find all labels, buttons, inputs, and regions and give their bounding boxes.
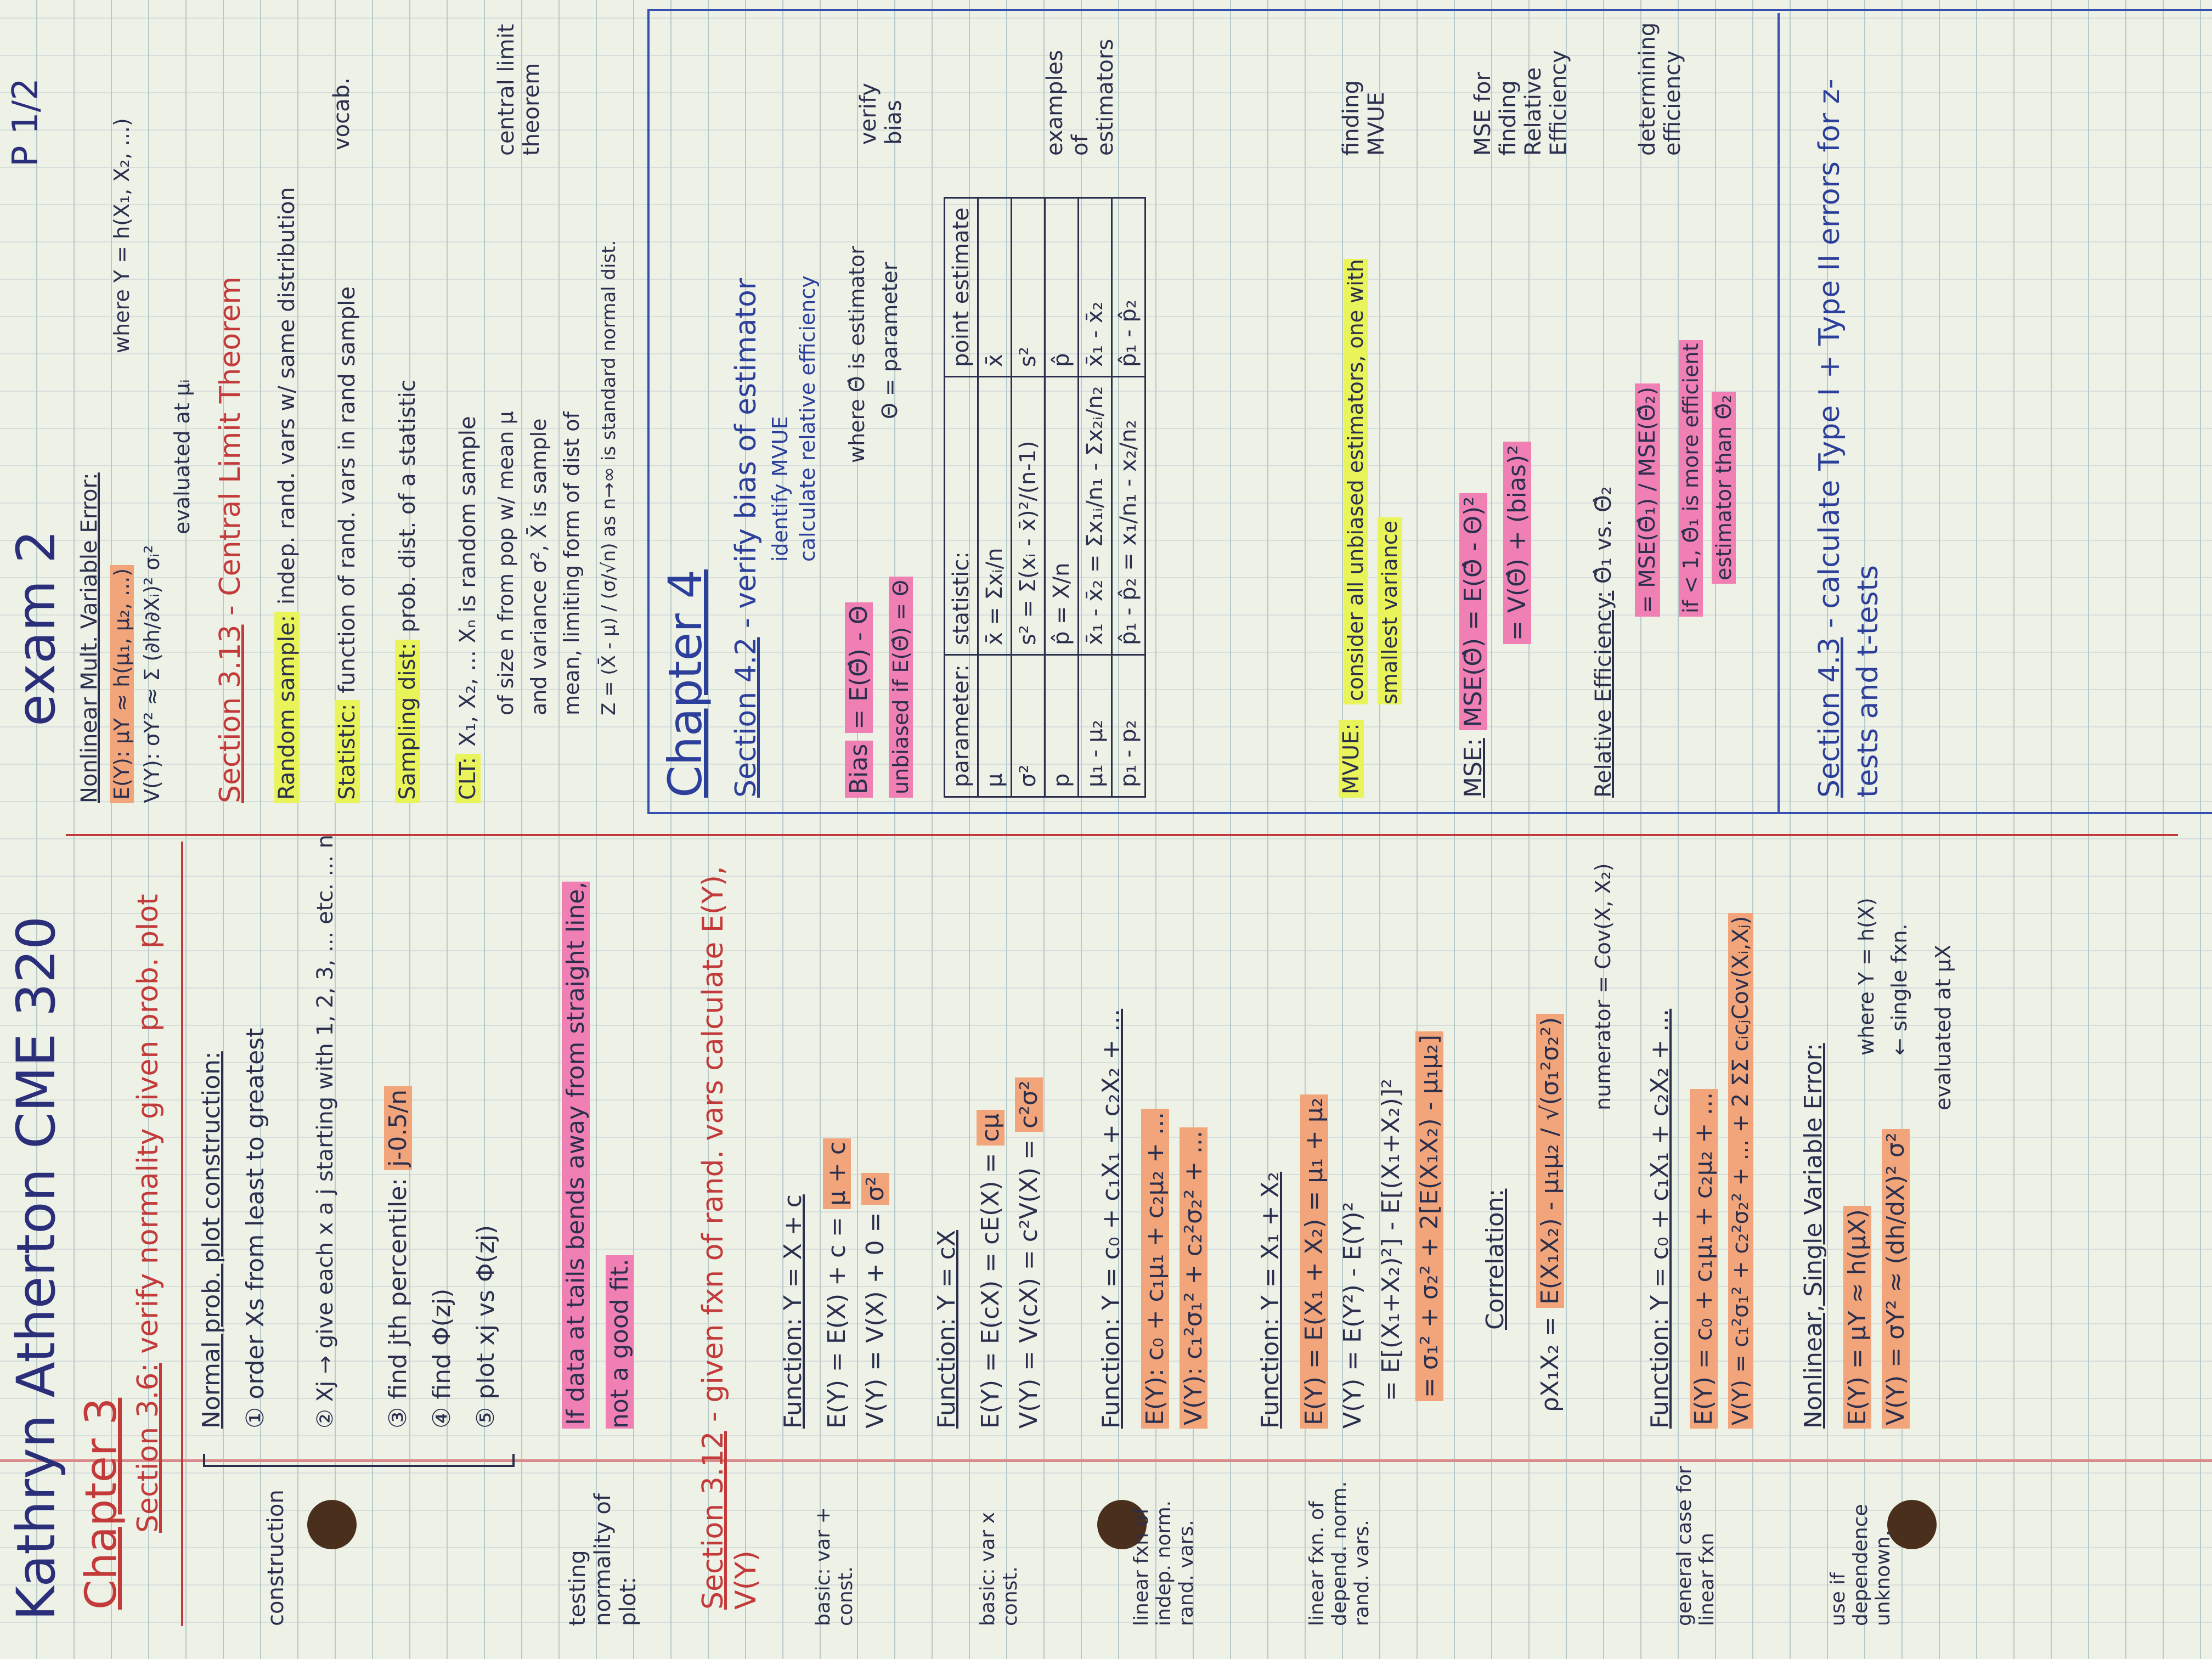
nonlinear-evaluated-note: evaluated at μX bbox=[1931, 944, 1955, 1110]
npp-step-1: ① order Xs from least to greatest bbox=[241, 1028, 269, 1429]
correlation-rho: ρX₁X₂ = bbox=[1536, 1316, 1564, 1412]
fn4-variance-3 bbox=[1415, 1031, 1443, 1401]
general-case-label: general case for linear fxn bbox=[1673, 1466, 1718, 1626]
table-cell: p bbox=[1045, 655, 1079, 797]
mse-term: MSE: bbox=[1459, 738, 1487, 798]
determining-side-label: determining efficiency bbox=[1635, 22, 1685, 156]
table-cell: p₁ - p₂ bbox=[1112, 655, 1146, 797]
npp-step-5: ⑤ plot xj vs Φ(zj) bbox=[472, 1224, 500, 1429]
mvue-def bbox=[1339, 222, 1407, 704]
linear-indep-label: linear fxn of indep. norm. rand. vars. bbox=[1130, 1500, 1198, 1626]
table-cell: μ₁ - μ₂ bbox=[1079, 655, 1112, 797]
unbiased-line bbox=[889, 577, 913, 798]
table-cell: μ bbox=[978, 655, 1012, 797]
fn4-variance-1: V(Y) = E(Y²) - E(Y)² bbox=[1339, 1201, 1367, 1429]
author-name: Kathryn Atherton bbox=[5, 1168, 67, 1621]
mvue-line bbox=[1339, 720, 1364, 798]
bias-formula: = E(Θ̂) - Θ bbox=[845, 602, 873, 733]
clt-line-1: X₁, X₂, ... Xₙ is random sample bbox=[455, 416, 481, 747]
table-row bbox=[1112, 198, 1146, 797]
fn5-v: V(Y) = c₁²σ₁² + c₂²σ₂² + ... + 2 ΣΣ cᵢcⱼCov(Xᵢ,Xⱼ) bbox=[1728, 913, 1753, 1429]
table-header-cell: point estimate bbox=[945, 198, 978, 377]
fn3-variance bbox=[1180, 1127, 1207, 1429]
nonlinear-single-fxn-note: ← single fxn. bbox=[1887, 923, 1911, 1056]
section-4-3-text: - calculate Type I + Type II errors for z-tests and t-tests bbox=[1813, 78, 1884, 798]
fn2-e-text: E(Y) = E(cX) = cE(X) = bbox=[977, 1153, 1005, 1429]
table-cell: s² = Σ(xᵢ - x̄)²/(n-1) bbox=[1012, 376, 1045, 654]
clt-line-5: Z = (X̄ - μ) / (σ/√n) as n→∞ is standard normal dist. bbox=[598, 240, 620, 715]
nonlinear-multi-v: V(Y): σY² ≈ Σ (∂h/∂Xᵢ)² σᵢ² bbox=[140, 545, 164, 803]
relative-efficiency-term: Relative Efficiency: bbox=[1591, 590, 1616, 798]
nonlinear-multi-note: evaluated at μᵢ bbox=[170, 379, 194, 534]
fn2-e-result: cμ bbox=[977, 1110, 1005, 1145]
table-cell: p̂ = X/n bbox=[1045, 376, 1079, 654]
statistic-line bbox=[335, 286, 360, 803]
nonlinear-single-title: Nonlinear, Single Variable Error: bbox=[1799, 1043, 1827, 1429]
correlation-formula bbox=[1536, 1014, 1564, 1308]
basic-var-times-const-label: basic: var x const. bbox=[977, 1512, 1022, 1626]
chapter-3-heading: Chapter 3 bbox=[77, 1397, 126, 1610]
section-3-12-text: - given fxn of rand. vars calculate E(Y), V(Y) bbox=[697, 866, 763, 1610]
verify-bias-side-label: verify bias bbox=[856, 83, 906, 145]
table-row bbox=[1079, 198, 1112, 797]
sampling-dist-line bbox=[395, 380, 420, 803]
nonlinear-single-v bbox=[1882, 1129, 1910, 1429]
section-3-13-text: - Central Limit Theorem bbox=[214, 276, 247, 616]
fn5-variance bbox=[1728, 913, 1753, 1429]
section-4-2-sub-2: calculate relative efficiency bbox=[795, 275, 820, 562]
fn3-v: V(Y): c₁²σ₁² + c₂²σ₂² + ... bbox=[1180, 1127, 1207, 1429]
fn1-title: Function: Y = X + c bbox=[779, 1194, 807, 1429]
section-3-13-heading bbox=[214, 276, 247, 803]
fn2-variance bbox=[1015, 1077, 1043, 1429]
section-4-3-heading bbox=[1810, 30, 1887, 798]
section-3-13-label: Section 3.13 bbox=[214, 624, 247, 803]
section-3-6-heading bbox=[132, 894, 165, 1533]
relative-efficiency-formula-text: = MSE(Θ̂₁) / MSE(Θ̂₂) bbox=[1635, 383, 1660, 617]
table-cell: s² bbox=[1012, 198, 1045, 377]
nonlinear-where: where Y = h(X) bbox=[1854, 898, 1878, 1056]
linear-dep-label: linear fxn. of depend. norm. rand. vars. bbox=[1306, 1481, 1373, 1626]
fn4-expectation bbox=[1300, 1094, 1328, 1429]
table-cell: p̂ bbox=[1045, 198, 1079, 377]
nonlinear-multi-where: where Y = h(X₁, X₂, ...) bbox=[110, 118, 134, 353]
section-4-2-label: Section 4.2 bbox=[730, 637, 763, 798]
testing-text bbox=[554, 847, 642, 1429]
relative-efficiency-rule-2 bbox=[1712, 392, 1736, 584]
table-cell: σ² bbox=[1012, 655, 1045, 797]
fn2-v-text: V(Y) = V(cX) = c²V(X) = bbox=[1015, 1139, 1043, 1429]
page-number: P 1/2 bbox=[5, 78, 46, 167]
clt-line-2: of size n from pop w/ mean μ bbox=[494, 411, 518, 715]
nonlinear-multi-e bbox=[110, 565, 134, 803]
npp-step-3 bbox=[384, 1086, 412, 1429]
clt-side-label: central limit theorem bbox=[494, 24, 544, 156]
fn3-expectation bbox=[1141, 1109, 1169, 1429]
npp-step-4: ④ find Φ(zj) bbox=[428, 1288, 456, 1429]
table-header-cell: parameter: bbox=[945, 655, 978, 797]
section-4-2-heading bbox=[730, 278, 763, 798]
fn1-e-result: μ + c bbox=[823, 1138, 851, 1209]
table-cell: x̄ bbox=[978, 198, 1012, 377]
table-cell: x̄ = Σxᵢ/n bbox=[978, 376, 1012, 654]
construction-bracket bbox=[203, 1454, 515, 1467]
examples-side-label: examples of estimators bbox=[1042, 38, 1118, 156]
clt-line-3: and variance σ², X̄ is sample bbox=[527, 418, 551, 715]
fn5-expectation bbox=[1690, 1089, 1718, 1429]
section-4-2-text: - verify bias of estimator bbox=[730, 278, 763, 629]
fn4-variance-2: = E[(X₁+X₂)²] - E[(X₁+X₂)]² bbox=[1377, 1079, 1405, 1401]
fn2-expectation bbox=[977, 1110, 1005, 1429]
percentile-formula: j-0.5/n bbox=[384, 1086, 412, 1170]
fn3-title: Function: Y = c₀ + c₁X₁ + c₂X₂ + ... bbox=[1097, 1008, 1125, 1429]
table-row bbox=[978, 198, 1012, 797]
relative-efficiency-rule-1 bbox=[1679, 340, 1703, 617]
fn3-e: E(Y): c₀ + c₁μ₁ + c₂μ₂ + ... bbox=[1141, 1109, 1169, 1429]
fn4-title: Function: Y = X₁ + X₂ bbox=[1256, 1171, 1284, 1429]
fn1-e-text: E(Y) = E(X) + c = bbox=[823, 1216, 851, 1429]
nonlinear-multi-e-text: E(Y): μY ≈ h(μ₁, μ₂, ...) bbox=[110, 565, 134, 803]
basic-var-plus-const-label: basic: var + const. bbox=[812, 1507, 857, 1626]
correlation-numerator-note: numerator = Cov(X, X₂) bbox=[1591, 863, 1615, 1110]
relative-efficiency-line bbox=[1591, 486, 1616, 798]
estimator-table bbox=[944, 197, 1146, 798]
section-4-3-rule bbox=[1778, 13, 1780, 814]
section-3-6-label: Section 3.6: bbox=[132, 1363, 165, 1533]
fn4-e: E(Y) = E(X₁ + X₂) = μ₁ + μ₂ bbox=[1300, 1094, 1328, 1429]
section-rule bbox=[181, 842, 183, 1626]
table-header-row bbox=[945, 198, 978, 797]
random-sample-term: Random sample: bbox=[274, 612, 300, 803]
punch-hole bbox=[307, 1500, 357, 1549]
bias-line bbox=[845, 602, 873, 798]
chapter-4-heading: Chapter 4 bbox=[658, 569, 712, 798]
section-3-12-heading bbox=[697, 842, 763, 1610]
statistic-term: Statistic: bbox=[335, 701, 360, 804]
relative-efficiency-vs: Θ̂₁ vs. Θ̂₂ bbox=[1591, 486, 1616, 584]
nonlinear-multi-title: Nonlinear Mult. Variable Error: bbox=[77, 472, 102, 803]
table-row bbox=[1045, 198, 1079, 797]
fn2-v-result: c²σ² bbox=[1015, 1077, 1043, 1132]
section-4-2-sub-1: identify MVUE bbox=[768, 416, 792, 562]
fn1-variance bbox=[861, 1173, 889, 1429]
fn1-v-result: σ² bbox=[861, 1173, 889, 1205]
rule-2-text: estimator than Θ̂₂ bbox=[1712, 392, 1736, 584]
table-header-cell: statistic: bbox=[945, 376, 978, 654]
column-divider bbox=[66, 834, 2178, 836]
construction-side-label: construction bbox=[263, 1489, 289, 1626]
course-title: CME 320 bbox=[5, 916, 67, 1149]
section-3-6-text: verify normality given prob. plot bbox=[132, 894, 165, 1354]
rule-1-text: if < 1, Θ̂₁ is more efficient bbox=[1679, 340, 1703, 617]
fn5-title: Function: Y = c₀ + c₁X₁ + c₂X₂ + ... bbox=[1646, 1008, 1674, 1429]
mse-line bbox=[1459, 493, 1487, 798]
sampling-dist-def: prob. dist. of a statistic bbox=[395, 380, 420, 633]
npp-step-2: ② Xj → give each x a j starting with 1, 2, 3, ... etc. ... n bbox=[313, 834, 338, 1429]
clt-line-4: mean, limiting form of dist of bbox=[560, 411, 584, 715]
section-3-12-label: Section 3.12 bbox=[697, 1431, 730, 1610]
fn4-v3: = σ₁² + σ₂² + 2[E(X₁X₂) - μ₁μ₂] bbox=[1415, 1031, 1443, 1401]
table-cell: x̄₁ - x̄₂ = Σx₁ᵢ/n₁ - Σx₂ᵢ/n₂ bbox=[1079, 376, 1112, 654]
bias-term: Bias bbox=[845, 741, 873, 798]
finding-mvue-side-label: finding MVUE bbox=[1339, 80, 1389, 156]
mse-formula-2: = V(Θ̂) + (bias)² bbox=[1503, 442, 1531, 644]
mse-line-2 bbox=[1503, 442, 1531, 644]
unbiased-text: unbiased if E(Θ̂) = Θ bbox=[889, 577, 913, 798]
table-cell: p̂₁ - p̂₂ = x₁/n₁ - x₂/n₂ bbox=[1112, 376, 1146, 654]
npp-title: Normal prob. plot construction: bbox=[198, 1051, 225, 1429]
sampling-dist-term: Sampling dist: bbox=[395, 640, 420, 803]
mvue-def-text: consider all unbiased estimators, one with smallest variance bbox=[1344, 259, 1402, 704]
nonlinear-single-e bbox=[1843, 1206, 1871, 1429]
fn1-expectation bbox=[823, 1138, 851, 1429]
clt-term-line bbox=[455, 416, 481, 803]
fn1-v-text: V(Y) = V(X) + 0 = bbox=[861, 1212, 889, 1429]
mvue-term: MVUE: bbox=[1339, 720, 1364, 798]
testing-text-highlight: If data at tails bends away from straight line, not a good fit. bbox=[562, 881, 634, 1429]
mse-side-label: MSE for finding Relative Efficiency bbox=[1470, 50, 1571, 156]
exam-title: exam 2 bbox=[5, 529, 67, 726]
section-4-3-label: Section 4.3 bbox=[1813, 637, 1846, 798]
vocab-side-label: vocab. bbox=[329, 77, 354, 150]
clt-term: CLT: bbox=[455, 754, 481, 803]
table-cell: p̂₁ - p̂₂ bbox=[1112, 198, 1146, 377]
statistic-def: function of rand. vars in rand sample bbox=[335, 286, 360, 693]
table-cell: x̄₁ - x̄₂ bbox=[1079, 198, 1112, 377]
correlation-fraction: E(X₁X₂) - μ₁μ₂ / √(σ₁²σ₂²) bbox=[1536, 1014, 1564, 1308]
punch-hole bbox=[1887, 1500, 1937, 1549]
bias-where-2: Θ = parameter bbox=[878, 262, 902, 419]
dependence-unknown-label: use if dependence unknown. bbox=[1827, 1504, 1894, 1626]
mse-formula-1: MSE(Θ̂) = E(Θ̂ - Θ)² bbox=[1459, 493, 1487, 730]
fn5-e: E(Y) = c₀ + c₁μ₁ + c₂μ₂ + ... bbox=[1690, 1089, 1718, 1429]
bias-where-1: where Θ̂ is estimator bbox=[845, 246, 869, 463]
testing-side-label: testing normality of plot: bbox=[565, 1493, 641, 1626]
fn2-title: Function: Y = cX bbox=[933, 1229, 961, 1429]
relative-efficiency-formula bbox=[1635, 383, 1660, 617]
random-sample-line bbox=[274, 187, 300, 803]
correlation-title: Correlation: bbox=[1481, 1188, 1509, 1330]
random-sample-def: indep. rand. vars w/ same distribution bbox=[274, 187, 300, 605]
nonlinear-e: E(Y) = μY ≈ h(μX) bbox=[1843, 1206, 1871, 1429]
nonlinear-v: V(Y) = σY² ≈ (dh/dX)² σ² bbox=[1882, 1129, 1910, 1429]
table-row bbox=[1012, 198, 1045, 797]
npp-step-3-text: ③ find jth percentile: bbox=[384, 1177, 412, 1429]
